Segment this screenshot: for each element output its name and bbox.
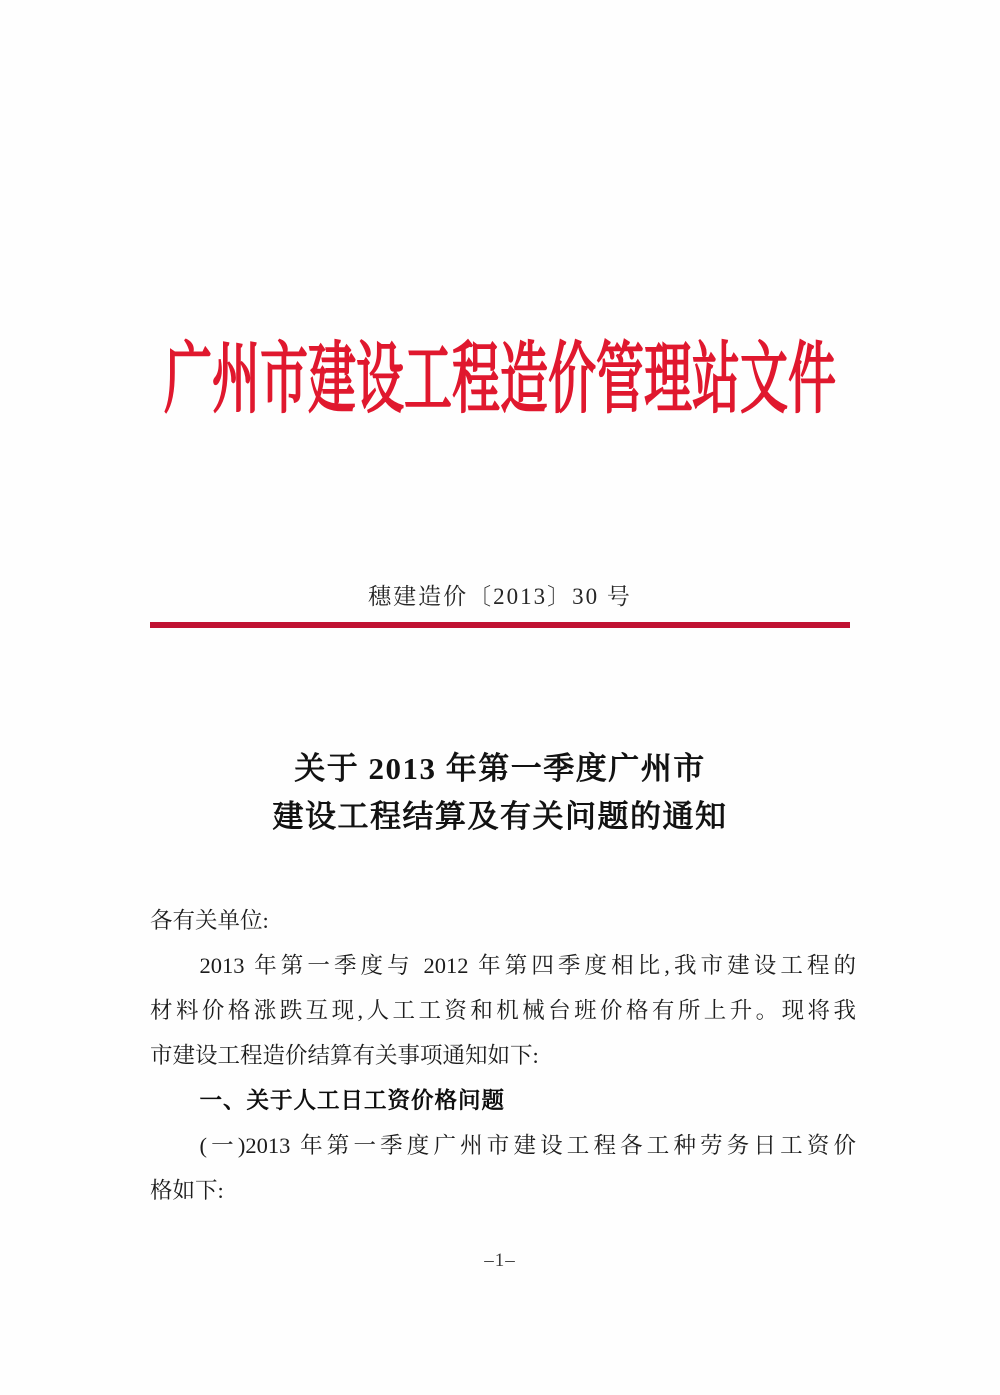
document-number: 穗建造价〔2013〕30 号 — [368, 584, 632, 609]
red-header-banner — [0, 337, 1000, 424]
paragraph1-line1: 2013 年第一季度与 2012 年第四季度相比,我市建设工程的 — [199, 953, 856, 978]
page-number: –1– — [484, 1250, 516, 1271]
paragraph2-line1: (一)2013 年第一季度广州市建设工程各工种劳务日工资价 — [199, 1133, 856, 1158]
paragraph1-line2: 材料价格涨跌互现,人工工资和机械台班价格有所上升。现将我 — [150, 998, 856, 1023]
notice-body — [150, 898, 856, 1213]
salutation: 各有关单位: — [150, 908, 269, 933]
red-divider-rule — [150, 622, 850, 628]
notice-title-line-2: 建设工程结算及有关问题的通知 — [272, 799, 728, 834]
notice-title-line-1: 关于 2013 年第一季度广州市 — [294, 751, 706, 786]
notice-title — [0, 745, 1000, 841]
paragraph1-line3: 市建设工程造价结算有关事项通知如下: — [150, 1043, 539, 1068]
paragraph2-line2: 格如下: — [150, 1178, 224, 1203]
section1-heading: 一、关于人工日工资价格问题 — [199, 1088, 506, 1113]
org-title: 广州市建设工程造价管理站文件 — [163, 337, 836, 424]
